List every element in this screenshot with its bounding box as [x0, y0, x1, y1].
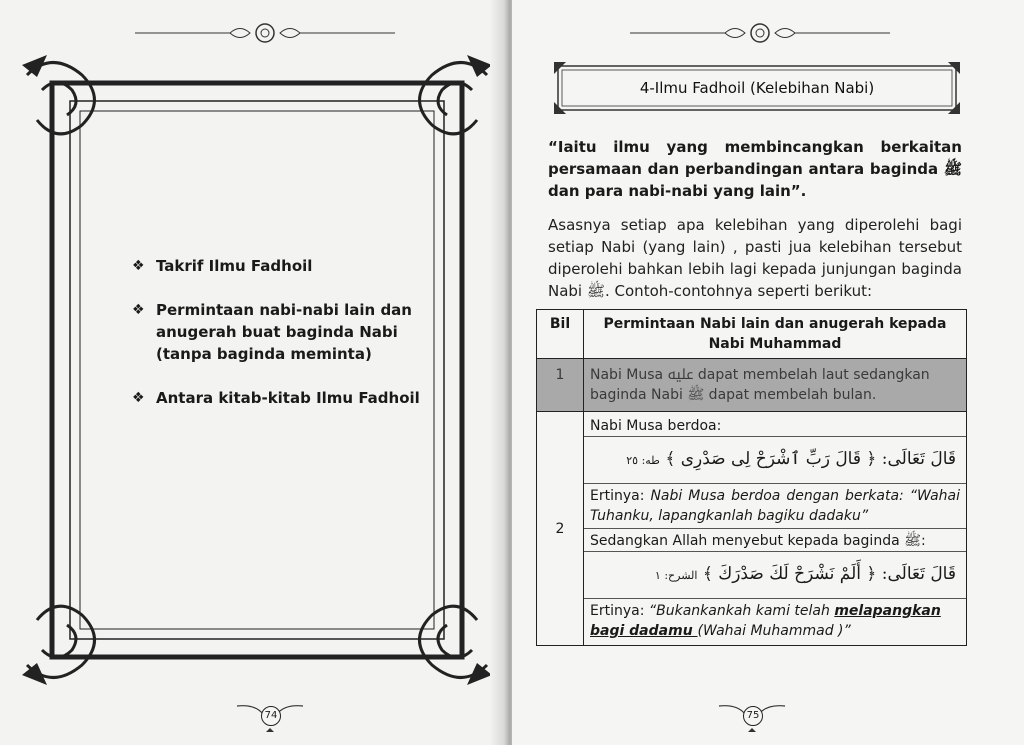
- top-ornament-divider: [630, 22, 890, 44]
- translation-1: [590, 484, 960, 528]
- list-item: [132, 255, 432, 277]
- definition-text: “Iaitu ilmu yang membincangkan berkaitan persamaan dan perbandingan antara baginda ﷺ dan para nabi-nabi yang lain”.: [548, 138, 962, 200]
- page-number: 75: [743, 706, 763, 726]
- page-number: 74: [261, 706, 281, 726]
- list-item: [132, 299, 432, 365]
- verse-source: الشرح: ١: [654, 569, 698, 582]
- right-page: [512, 0, 1024, 745]
- table-header-row: [537, 310, 967, 359]
- table-row: [537, 359, 967, 412]
- topic-list: [132, 255, 432, 431]
- ertinya-label: Ertinya:: [590, 603, 645, 619]
- translation-2: [590, 599, 960, 641]
- row-number-text: 2: [555, 520, 565, 537]
- header-description: Permintaan Nabi lain dan anugerah kepada Nabi Muhammad: [584, 310, 967, 359]
- list-item-text: Antara kitab-kitab Ilmu Fadhoil: [156, 389, 420, 407]
- page-number-ornament: [235, 700, 305, 732]
- page-number-ornament: [717, 700, 787, 732]
- row-number: 1: [537, 359, 584, 412]
- list-item-text: Takrif Ilmu Fadhoil: [156, 257, 313, 275]
- arabic-verse-text: قَالَ تَعَالَى: ﴿ أَلَمْ نَشْرَحْ لَكَ صَدْرَكَ ﴾: [702, 564, 956, 584]
- row-text: Nabi Musa ﷷ dapat membelah laut sedangkan baginda Nabi ﷺ dapat membelah bulan.: [584, 359, 967, 412]
- bullet-icon: ❖: [132, 258, 145, 274]
- ertinya-label: Ertinya:: [590, 488, 645, 504]
- section-heading: 4-Ilmu Fadhoil (Kelebihan Nabi): [639, 79, 875, 97]
- comparison-table: [536, 309, 967, 646]
- list-item: [132, 387, 432, 409]
- body-paragraph: Asasnya setiap apa kelebihan yang diperolehi bagi setiap Nabi (yang lain) , pasti jua kelebihan tersebut diperolehi bahkan lebih lagi kepada junjungan baginda Nabi ﷺ. Contoh-contohnya seperti berikut:: [548, 216, 962, 300]
- translation-text: “Bukankankah kami telah: [648, 603, 835, 619]
- row-number: [537, 412, 584, 646]
- translation-text: Nabi Musa berdoa dengan berkata: “Wahai Tuhanku, lapangkanlah bagiku dadaku”: [590, 488, 961, 524]
- arabic-verse-1: [590, 437, 960, 483]
- top-ornament-divider: [135, 22, 395, 44]
- arabic-verse-2: [590, 552, 960, 598]
- bullet-icon: ❖: [132, 302, 145, 318]
- bullet-icon: ❖: [132, 390, 145, 406]
- left-page: [0, 0, 508, 745]
- allah-label: Sedangkan Allah menyebut kepada baginda ﷺ:: [590, 533, 926, 549]
- arabic-verse-text: قَالَ تَعَالَى: ﴿ قَالَ رَبِّ ٱشْرَحْ لِى صَدْرِى ﴾: [665, 449, 956, 469]
- header-bil: Bil: [537, 310, 584, 359]
- row-content: [584, 412, 967, 646]
- verse-source: طه: ٢٥: [626, 454, 660, 467]
- translation-underlined: melapangkan bagi dadamu: [590, 603, 941, 639]
- musa-label: Nabi Musa berdoa:: [590, 418, 722, 434]
- table-row: [537, 412, 967, 646]
- list-item-text: Permintaan nabi-nabi lain dan anugerah buat baginda Nabi (tanpa baginda meminta): [156, 301, 412, 363]
- translation-text: (Wahai Muhammad )”: [697, 623, 851, 639]
